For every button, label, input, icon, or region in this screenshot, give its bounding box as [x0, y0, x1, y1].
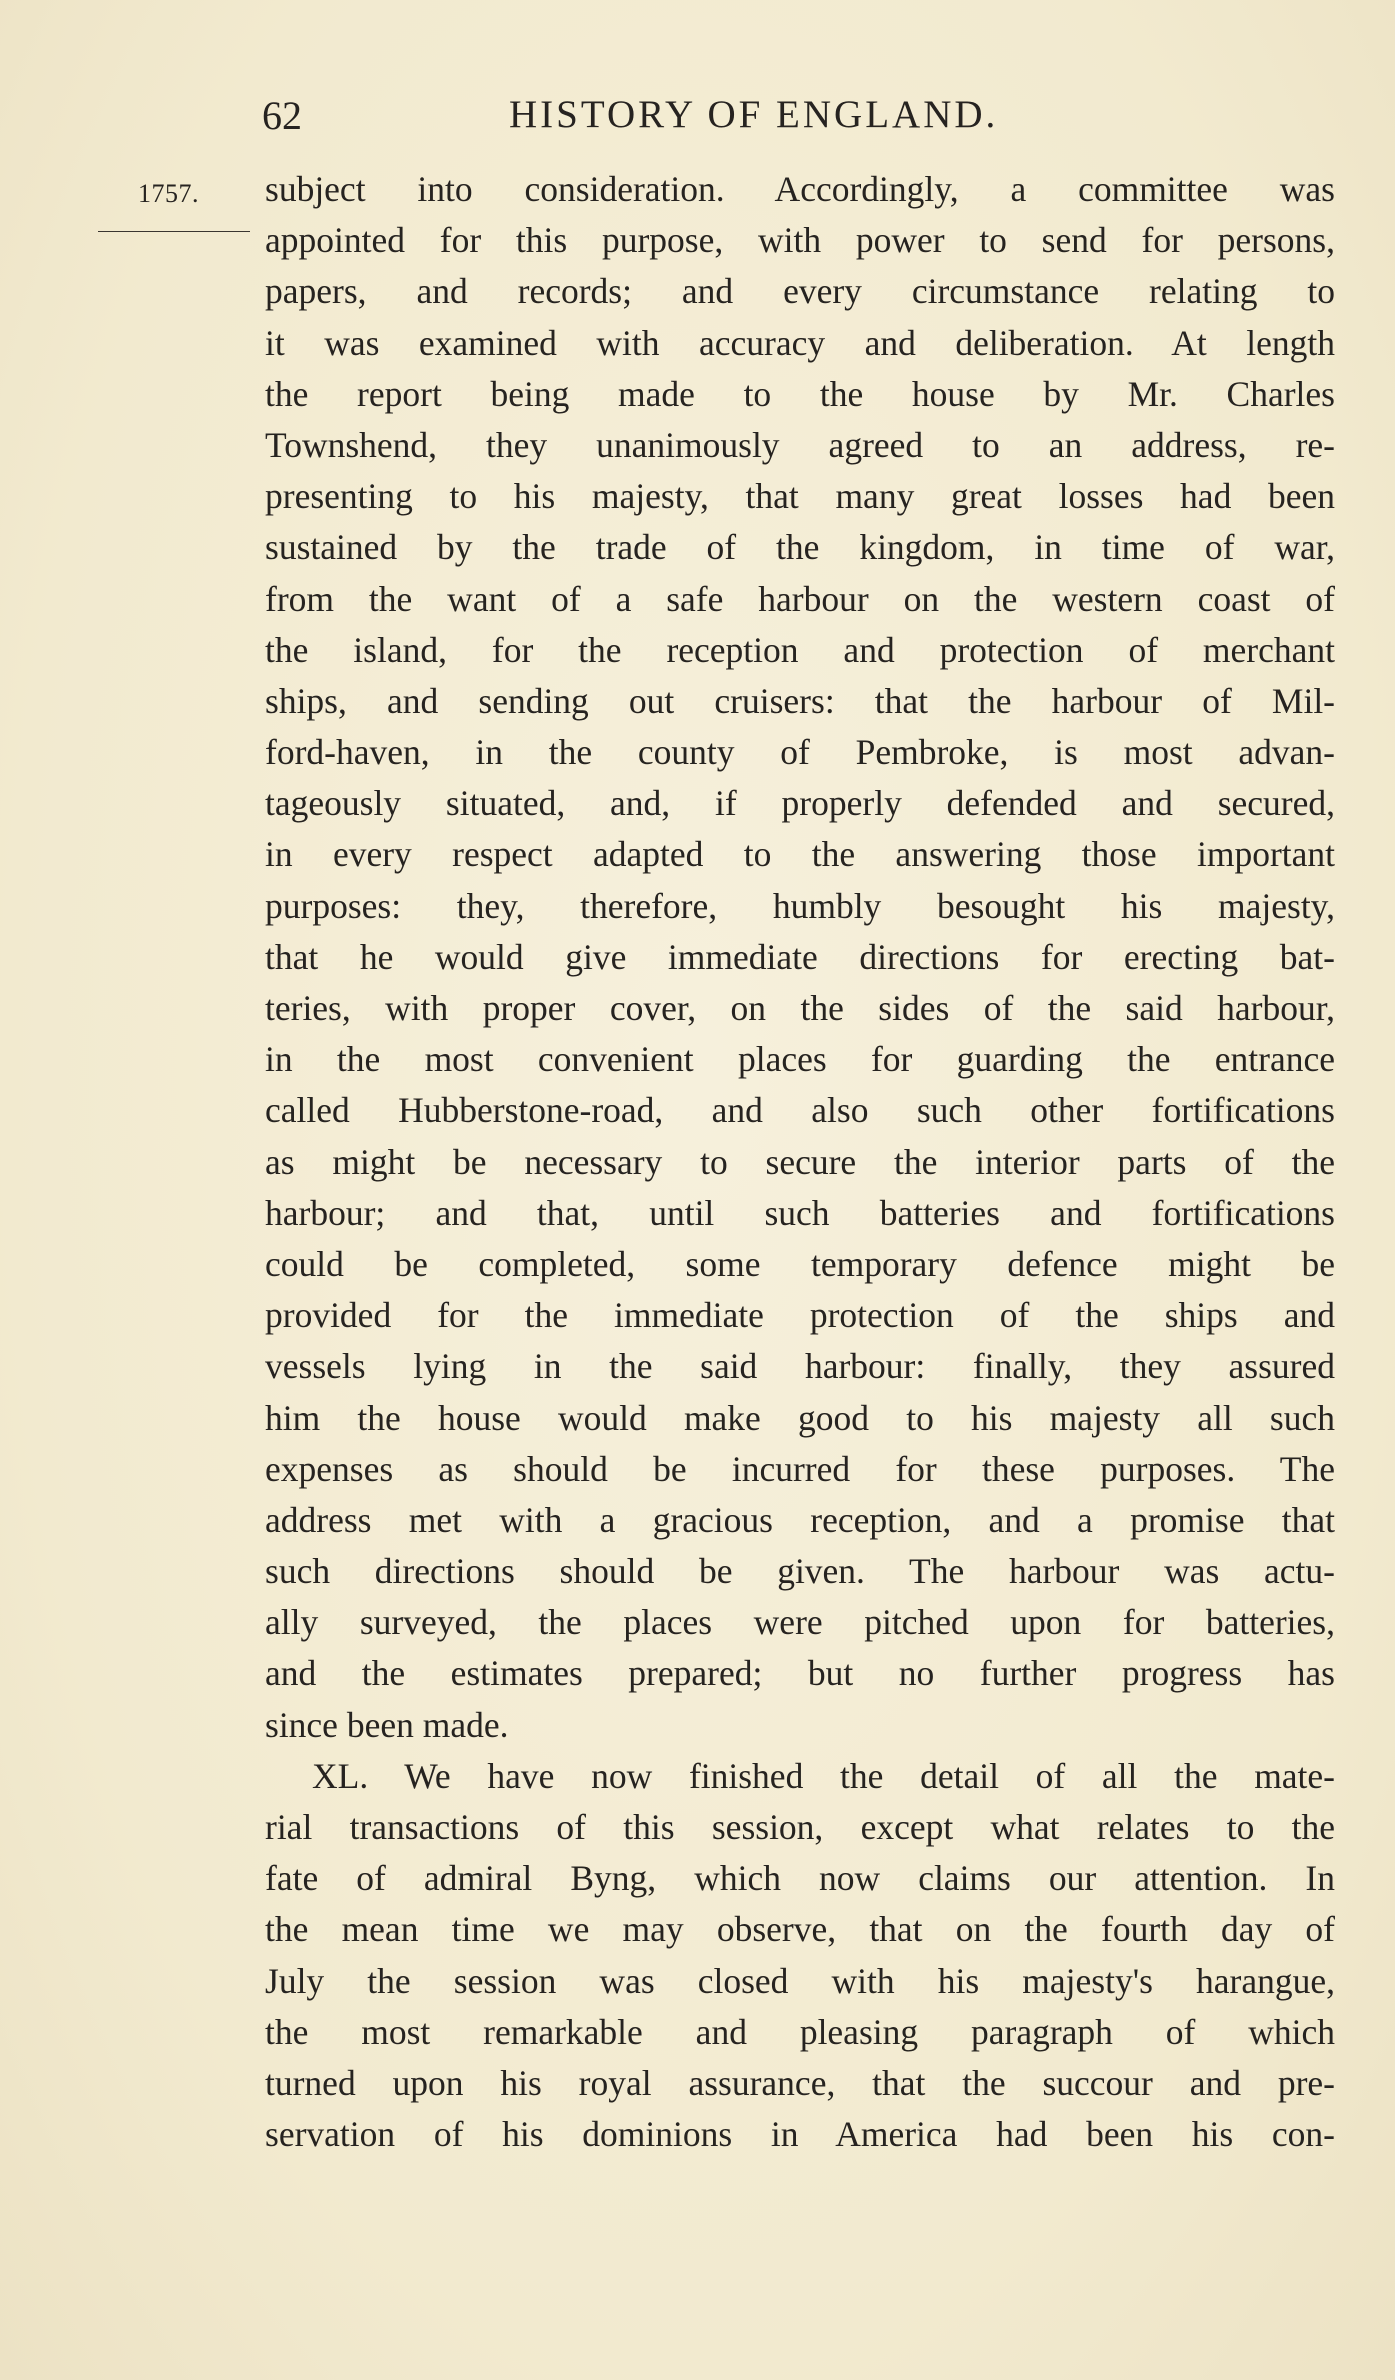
text-line: the most remarkable and pleasing paragraph of which	[265, 2011, 1335, 2052]
text-line: address met with a gracious reception, and a promise that	[265, 1499, 1335, 1540]
text-line: purposes: they, therefore, humbly besought his majesty,	[265, 885, 1335, 926]
text-line: such directions should be given. The harbour was actu-	[265, 1551, 1335, 1592]
text-line: ships, and sending out cruisers: that the harbour of Mil-	[265, 680, 1335, 721]
text-line: the island, for the reception and protection of merchant	[265, 629, 1335, 670]
text-line: sustained by the trade of the kingdom, in time of war,	[265, 527, 1335, 568]
text-line: teries, with proper cover, on the sides of the said harbour,	[265, 988, 1335, 1028]
text-line: tageously situated, and, if properly defended and secured,	[265, 783, 1335, 824]
text-line: harbour; and that, until such batteries and fortifications	[265, 1192, 1335, 1233]
text-line: in every respect adapted to the answering those important	[265, 834, 1335, 875]
margin-year-note: 1757.	[138, 179, 199, 208]
text-line: servation of his dominions in America had been his con-	[265, 2114, 1335, 2155]
text-line: vessels lying in the said harbour: finally, they assured	[265, 1346, 1335, 1387]
text-line: XL. We have now finished the detail of all the mate-	[312, 1755, 1335, 1796]
text-line: presenting to his majesty, that many great losses had been	[265, 476, 1335, 517]
text-line: in the most convenient places for guarding the entrance	[265, 1039, 1335, 1080]
text-line: since been made.	[265, 1704, 509, 1745]
text-line: him the house would make good to his majesty all such	[265, 1397, 1335, 1438]
text-line: July the session was closed with his majesty's harangue,	[265, 1960, 1335, 2001]
text-line: provided for the immediate protection of the ships and	[265, 1295, 1335, 1336]
text-line: called Hubberstone-road, and also such other fortifications	[265, 1090, 1335, 1131]
text-line: expenses as should be incurred for these purposes. The	[265, 1448, 1335, 1489]
body-text	[265, 164, 1335, 2160]
text-line: that he would give immediate directions for erecting bat-	[265, 936, 1335, 977]
text-line: and the estimates prepared; but no further progress has	[265, 1653, 1335, 1694]
text-line: the report being made to the house by Mr. Charles	[265, 373, 1335, 414]
text-line: Townshend, they unanimously agreed to an address, re-	[265, 424, 1335, 465]
text-line: the mean time we may observe, that on the fourth day of	[265, 1909, 1335, 1950]
text-line: ally surveyed, the places were pitched upon for batteries,	[265, 1602, 1335, 1643]
text-line: could be completed, some temporary defence might be	[265, 1243, 1335, 1284]
text-line: turned upon his royal assurance, that the succour and pre-	[265, 2062, 1335, 2103]
text-line: subject into consideration. Accordingly, a committee was	[265, 169, 1335, 209]
text-line: it was examined with accuracy and deliberation. At length	[265, 322, 1335, 363]
margin-rule-divider	[98, 231, 250, 232]
text-line: ford-haven, in the county of Pembroke, is most advan-	[265, 732, 1335, 773]
page-number: 62	[262, 93, 302, 138]
text-line: from the want of a safe harbour on the western coast of	[265, 578, 1335, 619]
running-head	[262, 92, 1102, 138]
text-line: rial transactions of this session, except what relates to the	[265, 1807, 1335, 1847]
text-line: fate of admiral Byng, which now claims our attention. In	[265, 1858, 1335, 1899]
text-line: as might be necessary to secure the interior parts of the	[265, 1141, 1335, 1182]
text-line: papers, and records; and every circumstance relating to	[265, 271, 1335, 312]
running-title: HISTORY OF ENGLAND.	[509, 93, 999, 136]
text-line: appointed for this purpose, with power to send for persons,	[265, 220, 1335, 261]
